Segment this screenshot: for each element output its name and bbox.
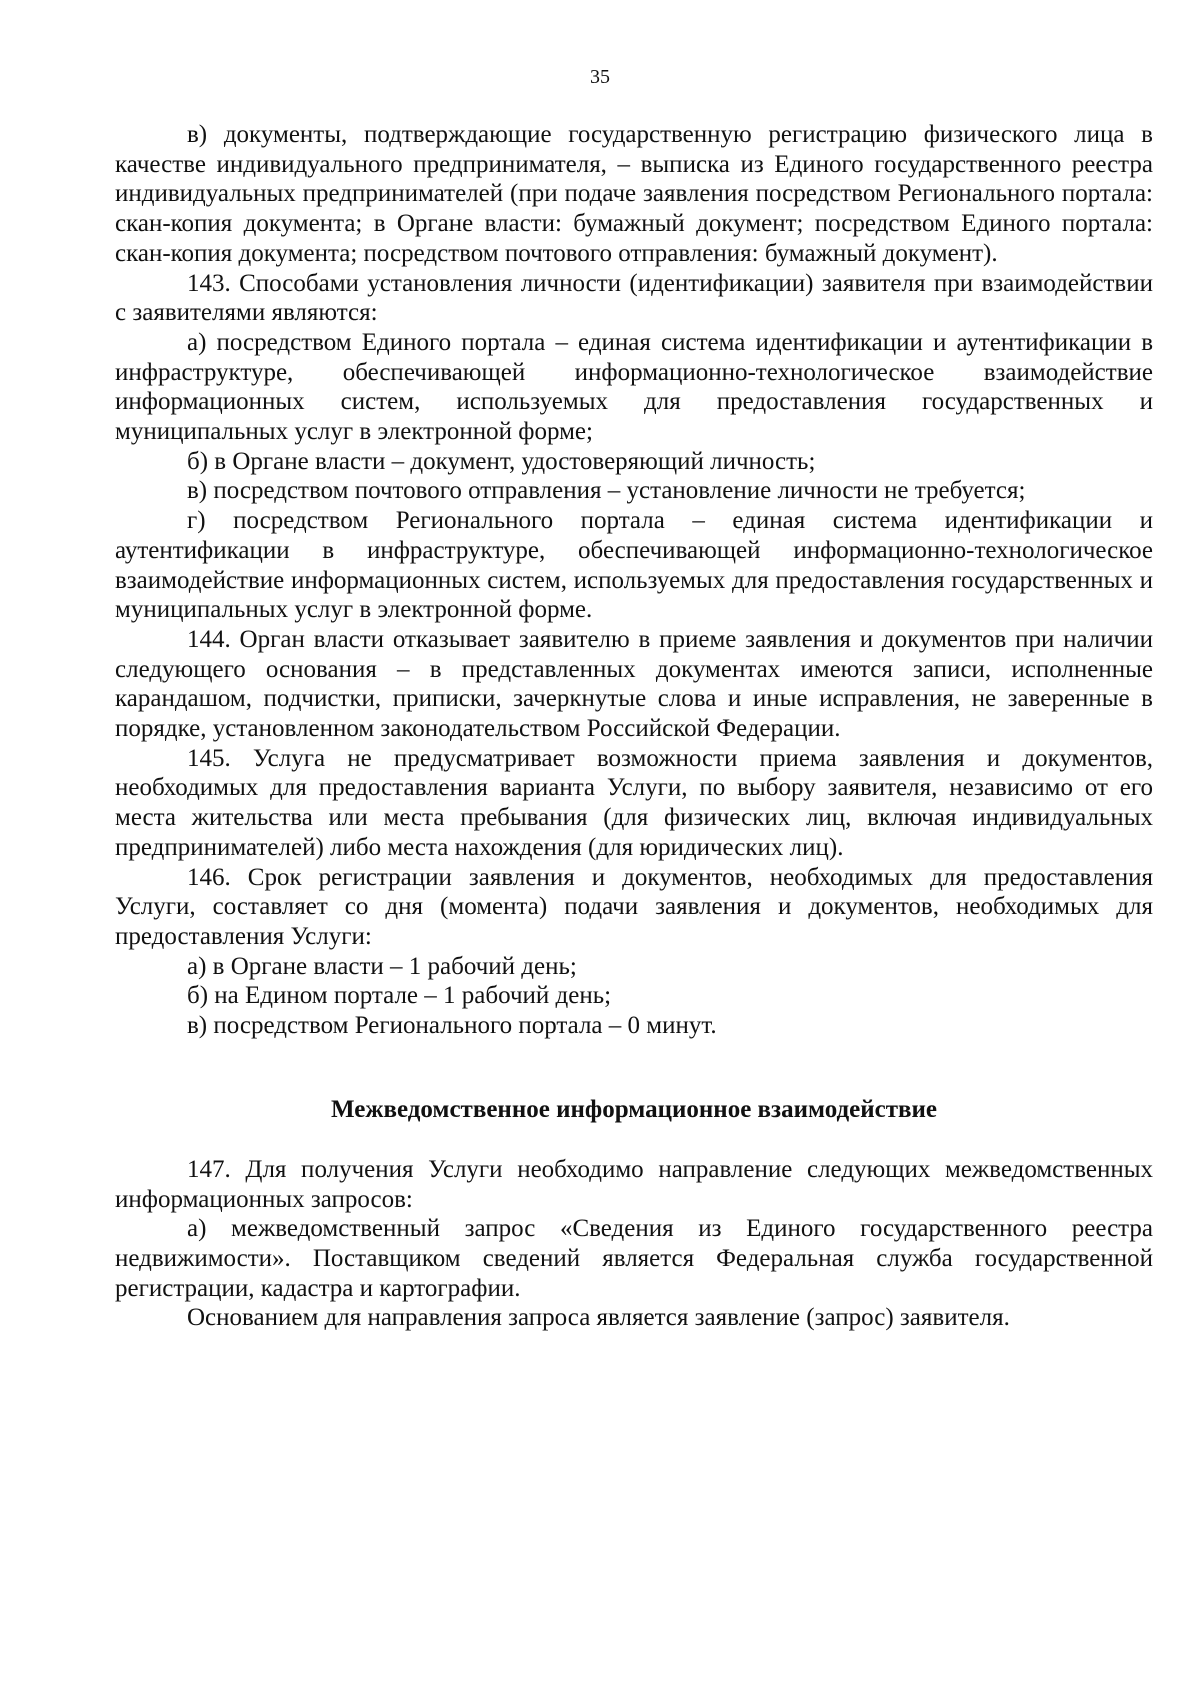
paragraph-143-b: б) в Органе власти – документ, удостоверяющий личность; <box>187 447 816 475</box>
document-body <box>115 120 1153 1333</box>
paragraph-144: 144. Орган власти отказывает заявителю в приеме заявления и документов при наличии следующего основания – в представленных документах имеются записи, исполненные карандашом, подчистки, приписки, зачеркнутые слова и иные исправления, не заверенные в порядке, установленном законодательством Российской Федерации. <box>115 625 1153 743</box>
paragraph-143-a: а) посредством Единого портала – единая система идентификации и аутентификации в инфраструктуре, обеспечивающей информационно-технологическое взаимодействие информационных систем, используемых для предоставления государственных и муниципальных услуг в электронной форме; <box>115 328 1153 446</box>
paragraph-146-v: в) посредством Регионального портала – 0 минут. <box>187 1012 717 1040</box>
paragraph-143-g: г) посредством Регионального портала – единая система идентификации и аутентификации в инфраструктуре, обеспечивающей информационно-технологическое взаимодействие информационных систем, используемых для предоставления государственных и муниципальных услуг в электронной форме. <box>115 507 1153 624</box>
paragraph-145: 145. Услуга не предусматривает возможности приема заявления и документов, необходимых для предоставления варианта Услуги, по выбору заявителя, независимо от его места жительства или места пребывания (для физических лиц, включая индивидуальных предпринимателей) либо места нахождения (для юридических лиц). <box>115 744 1153 861</box>
paragraph-146-b: б) на Едином портале – 1 рабочий день; <box>187 982 612 1010</box>
paragraph-143-v: в) посредством почтового отправления – установление личности не требуется; <box>187 477 1026 505</box>
paragraph-registration-documents: в) документы, подтверждающие государственную регистрацию физического лица в качестве индивидуального предпринимателя, – выписка из Единого государственного реестра индивидуальных предпринимателей (при подаче заявления посредством Регионального портала: скан-копия документа; в Органе власти: бумажный документ; посредством Единого портала: скан-копия документа; посредством почтового отправления: бумажный документ). <box>115 121 1153 267</box>
paragraph-146-a: а) в Органе власти – 1 рабочий день; <box>187 952 577 980</box>
page-number: 35 <box>590 66 610 88</box>
paragraph-146: 146. Срок регистрации заявления и документов, необходимых для предоставления Услуги, составляет со дня (момента) подачи заявления и документов, необходимых для предоставления Услуги: <box>115 863 1153 950</box>
section-heading: Межведомственное информационное взаимодействие <box>331 1095 937 1123</box>
paragraph-147-a: а) межведомственный запрос «Сведения из Единого государственного реестра недвижимости». Поставщиком сведений является Федеральная служба государственной регистрации, кадастра и картографии. <box>115 1215 1153 1302</box>
paragraph-143: 143. Способами установления личности (идентификации) заявителя при взаимодействии с заявителями являются: <box>115 269 1153 327</box>
paragraph-147: 147. Для получения Услуги необходимо направление следующих межведомственных информационных запросов: <box>115 1155 1153 1213</box>
paragraph-request-basis: Основанием для направления запроса является заявление (запрос) заявителя. <box>187 1304 1010 1332</box>
